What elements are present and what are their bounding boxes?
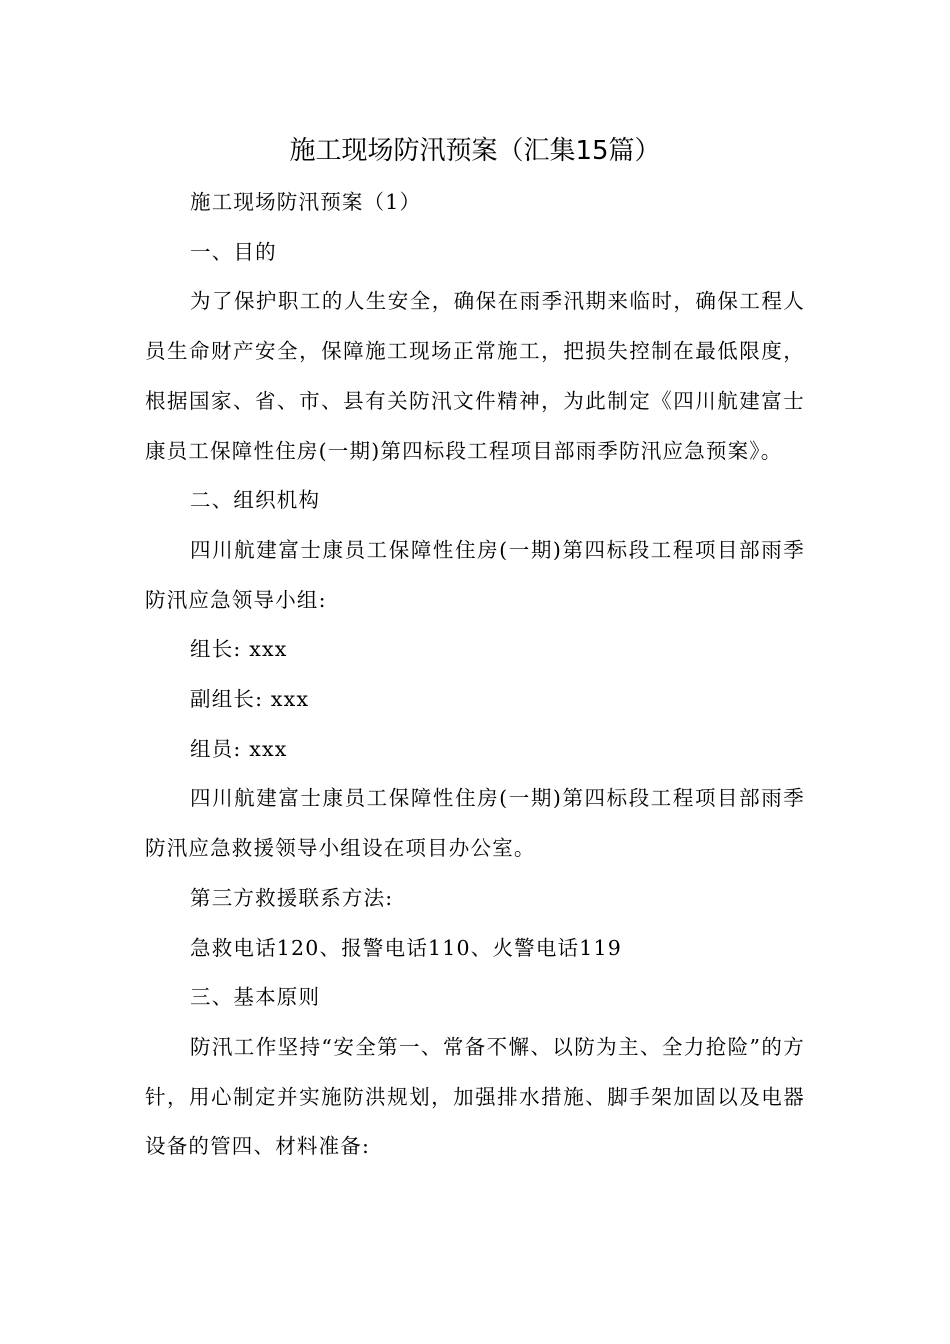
body-paragraph: 防汛工作坚持“安全第一、常备不懈、以防为主、全力抢险”的方针，用心制定并实施防洪规划，加强排水措施、脚手架加固以及电器设备的管四、材料准备: [145,1034,805,1159]
document-page [145,128,805,1172]
section-heading: 施工现场防汛预案（1） [190,190,422,214]
body-line: 副组长: xxx [190,687,310,712]
body-line: 组员: xxx [190,736,288,761]
section-heading: 三、基本原则 [190,985,321,1010]
body-paragraph: 四川航建富士康员工保障性住房(一期)第四标段工程项目部雨季防汛应急救援领导小组设在项目办公室。 [145,786,805,861]
body-line: 急救电话120、报警电话110、火警电话119 [190,935,622,960]
body-line: 第三方救援联系方法: [190,885,394,910]
body-paragraph: 为了保护职工的人生安全，确保在雨季汛期来临时，确保工程人员生命财产安全，保障施工现场正常施工，把损失控制在最低限度，根据国家、省、市、县有关防汛文件精神，为此制定《四川航建富士康员工保障性住房(一期)第四标段工程项目部雨季防汛应急预案》。 [145,289,805,463]
section-heading: 二、组织机构 [190,488,321,513]
section-heading: 一、目的 [190,239,277,264]
body-paragraph: 四川航建富士康员工保障性住房(一期)第四标段工程项目部雨季防汛应急领导小组: [145,537,805,612]
document-title: 施工现场防汛预案（汇集15篇） [289,136,661,166]
body-line: 组长: xxx [190,637,288,662]
